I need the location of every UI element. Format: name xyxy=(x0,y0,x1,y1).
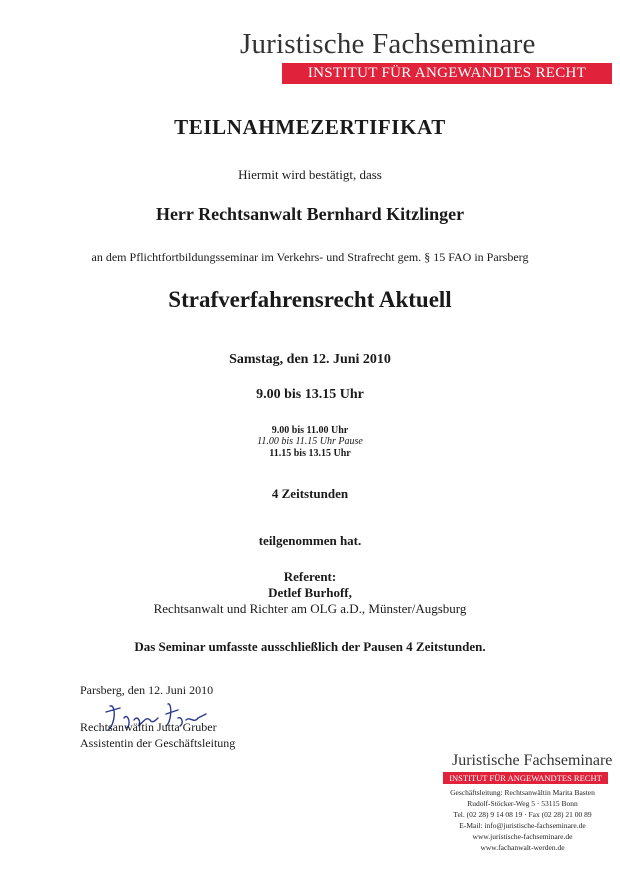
place-date: Parsberg, den 12. Juni 2010 xyxy=(80,683,214,697)
seminar-description: an dem Pflichtfortbildungsseminar im Verkehrs- und Strafrecht gem. § 15 FAO in Parsberg xyxy=(91,250,529,264)
schedule-item: 9.00 bis 11.00 Uhr xyxy=(271,425,349,436)
header-logo-band: INSTITUT FÜR ANGEWANDTES RECHT xyxy=(282,63,612,84)
contact-line: Geschäftsleitung: Rechtsanwältin Marita Basten xyxy=(450,788,595,797)
contact-line: Rudolf-Stöcker-Weg 5 · 53115 Bonn xyxy=(467,799,578,808)
contact-email[interactable]: E-Mail: info@juristische-fachseminare.de xyxy=(459,821,586,830)
speaker-name: Detlef Burhoff, xyxy=(268,585,352,600)
confirmation-text: Hiermit wird bestätigt, dass xyxy=(238,167,382,182)
seminar-time-range: 9.00 bis 13.15 Uhr xyxy=(256,387,364,402)
signer-role: Assistentin der Geschäftsleitung xyxy=(80,736,236,750)
contact-line: Tel. (02 28) 9 14 08 19 · Fax (02 28) 21 00 89 xyxy=(453,810,592,819)
participant-name: Herr Rechtsanwalt Bernhard Kitzlinger xyxy=(155,204,465,224)
signer-name: Rechtsanwältin Jutta Gruber xyxy=(80,720,217,734)
seminar-summary: Das Seminar umfasste ausschließlich der Pausen 4 Zeitstunden. xyxy=(134,639,486,654)
header-logo-text: Juristische Fachseminare xyxy=(240,28,536,60)
speaker-title: Rechtsanwalt und Richter am OLG a.D., Münster/Augsburg xyxy=(153,601,467,616)
participated-text: teilgenommen hat. xyxy=(258,533,362,548)
contact-website[interactable]: www.fachanwalt-werden.de xyxy=(480,843,565,852)
footer-logo-band: INSTITUT FÜR ANGEWANDTES RECHT xyxy=(443,772,608,784)
schedule-item-pause: 11.00 bis 11.15 Uhr Pause xyxy=(257,436,363,447)
schedule-item: 11.15 bis 13.15 Uhr xyxy=(269,448,351,459)
certificate-title: TEILNAHMEZERTIFIKAT xyxy=(174,115,446,139)
seminar-date: Samstag, den 12. Juni 2010 xyxy=(229,352,391,367)
speaker-label: Referent: xyxy=(283,569,337,584)
seminar-topic: Strafverfahrensrecht Aktuell xyxy=(168,287,452,312)
footer-logo-text: Juristische Fachseminare xyxy=(452,752,613,769)
contact-website[interactable]: www.juristische-fachseminare.de xyxy=(472,832,573,841)
duration: 4 Zeitstunden xyxy=(271,486,349,501)
